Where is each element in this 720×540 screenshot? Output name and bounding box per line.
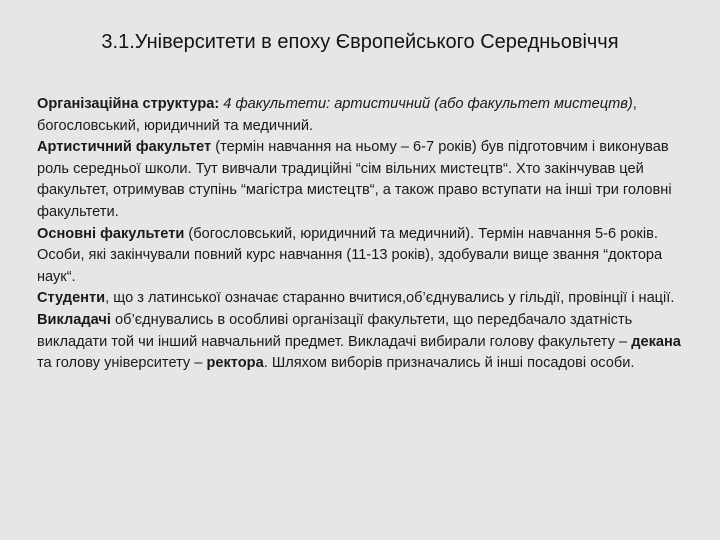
faculties-list-rest: , богословський, юридичний та медичний. <box>37 96 637 134</box>
paragraph-artistic-faculty <box>37 137 687 223</box>
slide-body <box>37 94 687 375</box>
paragraph-structure <box>37 94 687 137</box>
teachers-text: об’єднувались в особливі організації факультети, що передбачало здатність викладати той чи інший навчальний предмет. Викладачі вибирали голову факультету – <box>37 311 633 350</box>
artistic-faculty-text: (термін навчання на ньому – 6-7 років) був підготовчим і виконував роль середньої школи. Тут вивчали традиційні “сім вільних мистецтв“. Хто закінчував цей факультет, отримував ступінь “магістра мистецтв“, а також право вступати на інші три головні факультети. <box>37 139 672 220</box>
faculties-list-italic: 4 факультети: артистичний (або факультет мистецтв) <box>219 96 633 112</box>
label-main-faculties: Основні факультети <box>37 225 185 242</box>
slide-title: 3.1.Університети в епоху Європейського Середньовіччя <box>101 31 619 53</box>
dean-text: та голову університету – <box>37 355 207 372</box>
rector-text: . Шляхом виборів призначались й інші посадові особи. <box>263 355 635 372</box>
label-teachers: Викладачі <box>37 311 111 328</box>
main-faculties-text: (богословський, юридичний та медичний). Термін навчання 5-6 років. Особи, які закінчували повний курс навчання (11-13 років), здобували вище звання “доктора наук“. <box>37 225 663 285</box>
paragraph-students-teachers <box>37 288 687 374</box>
label-structure: Організаційна структура: <box>37 96 220 112</box>
paragraph-main-faculties <box>37 224 687 289</box>
label-artistic-faculty: Артистичний факультет <box>37 139 212 156</box>
label-students: Студенти <box>37 290 106 307</box>
students-text: , що з латинської означає старанно вчитися,об’єднувались у гільдії, провінції і нації. <box>105 290 675 307</box>
label-dean: декана <box>631 333 681 350</box>
label-rector: ректора <box>206 355 264 372</box>
